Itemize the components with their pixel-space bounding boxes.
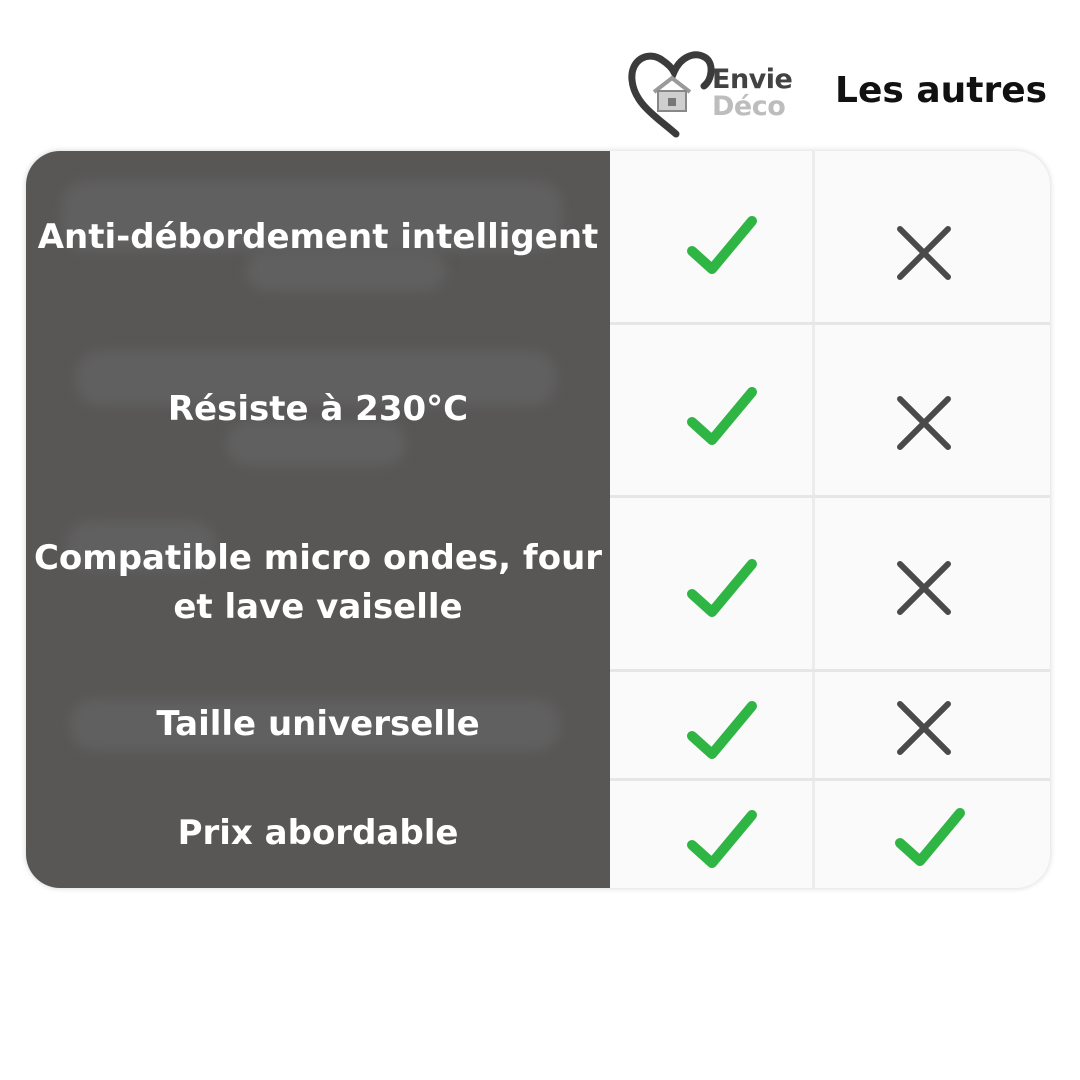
feature-label: Prix abordable [177,813,459,853]
check-icon [682,690,762,770]
cross-icon [884,213,964,293]
logo-line-deco: Déco [712,91,786,122]
others-column-title: Les autres [835,70,1048,111]
logo-line-envie: Envie [712,64,793,95]
table-row [26,779,1050,888]
feature-label: Anti-débordement intelligent [37,216,599,257]
check-icon [682,376,762,456]
check-icon [682,548,762,628]
cross-icon [884,383,964,463]
feature-label: Taille universelle [156,704,480,744]
check-icon [682,205,762,285]
cross-icon [884,688,964,768]
heart-house-icon [628,46,718,138]
cross-icon [884,548,964,628]
feature-label: Résiste à 230°C [167,389,469,429]
comparison-table [26,151,1050,888]
envie-deco-logo [628,46,798,138]
feature-label: Compatible micro ondes, four et lave vaiselle [33,538,603,627]
check-icon [682,799,762,879]
check-icon [890,797,970,877]
table-row [26,670,1050,779]
table-row [26,496,1050,670]
table-row [26,151,1050,323]
table-row [26,323,1050,496]
header [0,40,1080,140]
